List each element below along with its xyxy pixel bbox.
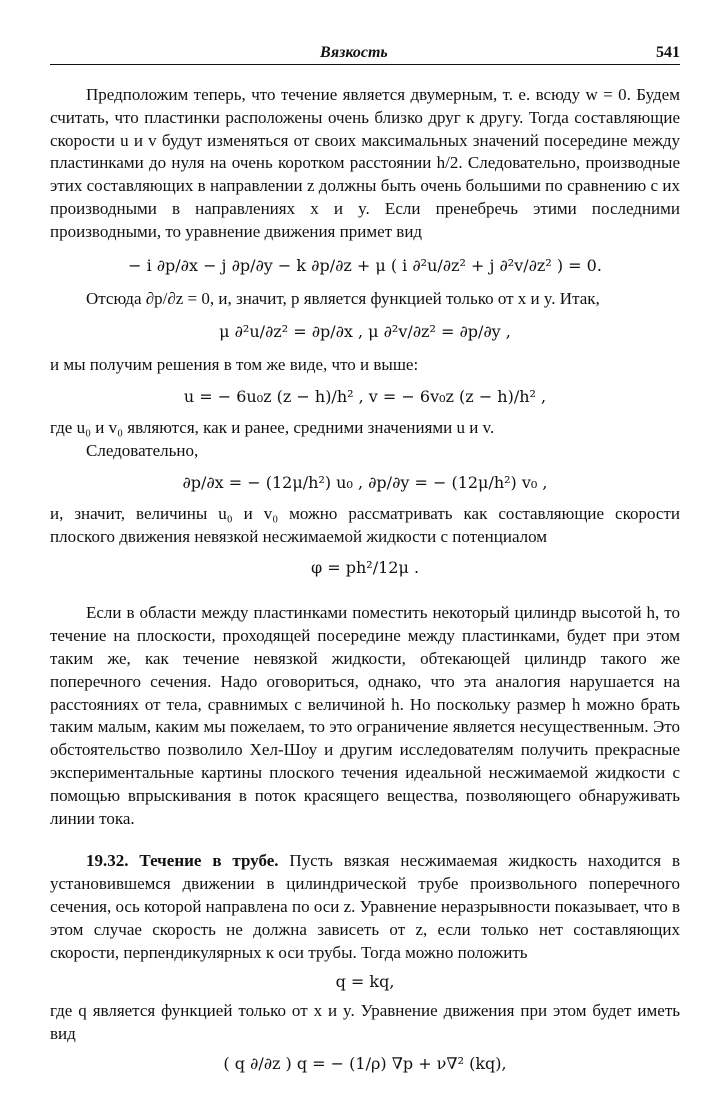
equation-velocity-axial: q = kq, xyxy=(335,972,395,992)
book-page xyxy=(50,0,680,1105)
equation-velocity-profile: u = − 6u₀z (z − h)/h² , v = − 6v₀z (z − h)/h² , xyxy=(183,387,547,407)
equation-motion-2d: − i ∂p/∂x − j ∂p/∂y − k ∂p/∂z + μ ( i ∂²u/∂z² + j ∂²v/∂z² ) = 0. xyxy=(128,255,602,275)
section-gap xyxy=(50,830,680,850)
body-text xyxy=(50,84,680,1076)
equation-motion-pipe: ( q ∂/∂z ) q = − (1/ρ) ∇p + ν∇² (kq), xyxy=(223,1053,507,1073)
section-heading: 19.32. Течение в трубе. xyxy=(86,851,279,871)
paragraph-pipe-flow xyxy=(50,850,680,964)
paragraph-hele-shaw: Если в области между пластинками поместить некоторый цилиндр высотой h, то течение на плоскости, проходящей посередине между пластинками, будет при этом таким же, как течение невязкой жидкости, обтекающей цилиндр такого же поперечного сечения. Надо оговориться, однако, что эта аналогия нарушается на расстояниях от тела, сравнимых с величиной h. Но поскольку размер h можно брать таким малым, каким мы пожелаем, то это ограничение является несущественным. Это обстоятельство позволило Хел-Шоу и другим исследователям получить прекрасные экспериментальные картины плоского течения идеальной несжимаемой жидкости с помощью впрыскивания в поток красящего вещества, позволяющего обнаруживать линии тока. xyxy=(50,603,680,828)
header-rule xyxy=(50,64,680,65)
paragraph-q-function: где q является функцией только от x и y. Уравнение движения при этом будет иметь вид xyxy=(50,1001,680,1044)
page-number: 541 xyxy=(656,44,680,61)
paragraph-consequently: Следовательно, xyxy=(86,440,199,460)
running-title: Вязкость xyxy=(320,44,388,61)
paragraph-solutions: и мы получим решения в том же виде, что и выше: xyxy=(50,355,419,375)
equation-potential: φ = ph²/12μ . xyxy=(310,558,420,578)
pipe-flow-text: Пусть вязкая несжимаемая жидкость находится в установившемся движении в цилиндрической трубе произвольного поперечного сечения, ось которой направлена по оси z. Уравнение неразрывности показывает, что в этом случае скорость не должна зависеть от z, если только нет составляющих скорости, перпендикулярных к оси трубы. Тогда можно положить xyxy=(50,851,680,962)
page-header xyxy=(50,44,680,66)
equation-pressure-derivatives: ∂p/∂x = − (12μ/h²) u₀ , ∂p/∂y = − (12μ/h²) v₀ , xyxy=(182,472,548,492)
paragraph-2d-flow: Предположим теперь, что течение является двумерным, т. е. всюду w = 0. Будем считать, что пластинки расположены очень близко друг к другу. Тогда составляющие скорости u и v будут изменяться от своих максимальных значений посередине между пластинками до нуля на очень коротком расстоянии h/2. Следовательно, производные этих составляющих в направлении z должны быть очень большими по сравнению с их производными в направлениях x и y. Если пренебречь этими последними производными, то уравнение движения примет вид xyxy=(50,85,680,241)
paragraph-mean-values: где u₀ и v₀ являются, как и ранее, средними значениями u и v. xyxy=(50,418,495,438)
paragraph-pressure: Отсюда ∂p/∂z = 0, и, значит, p является функцией только от x и y. Итак, xyxy=(86,288,600,308)
paragraph-potential-flow: и, значит, величины u₀ и v₀ можно рассматривать как составляющие скорости плоского движения невязкой несжимаемой жидкости с потенциалом xyxy=(50,503,680,546)
equation-pressure-gradient: μ ∂²u/∂z² = ∂p/∂x , μ ∂²v/∂z² = ∂p/∂y , xyxy=(219,322,511,342)
